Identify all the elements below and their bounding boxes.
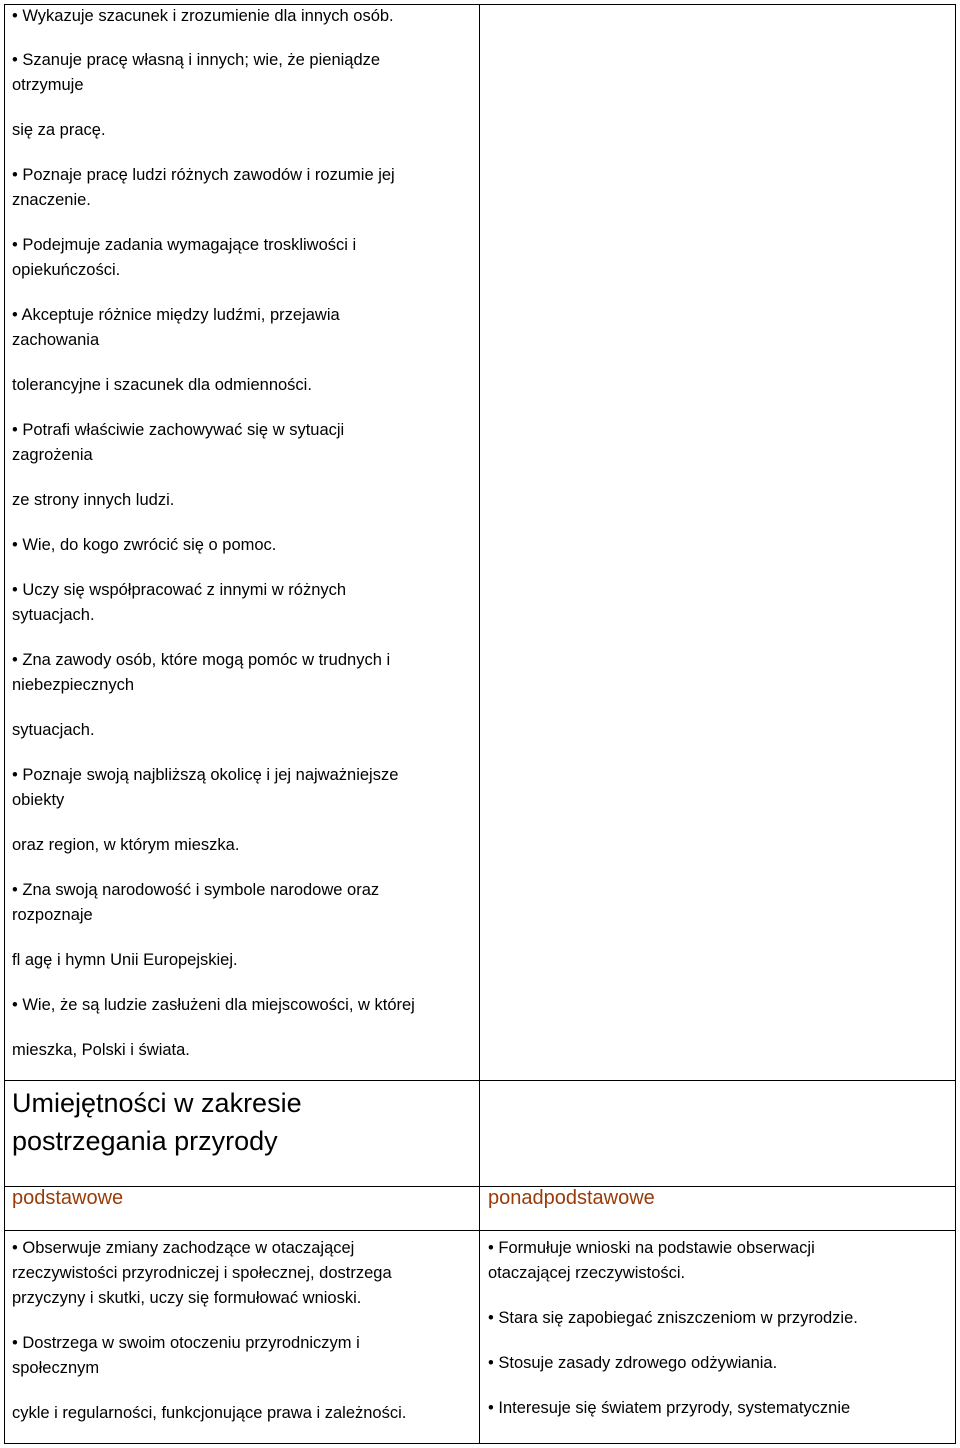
skill-line: • Poznaje swoją najbliższą okolicę i jej najważniejsze bbox=[12, 766, 399, 784]
skill-line: • Zna swoją narodowość i symbole narodowe oraz bbox=[12, 881, 380, 899]
skill-line: sytuacjach. bbox=[12, 721, 95, 739]
basic-skill-line: rzeczywistości przyrodniczej i społecznej, dostrzega bbox=[12, 1264, 392, 1282]
skill-line: • Wykazuje szacunek i zrozumienie dla innych osób. bbox=[12, 7, 394, 25]
row-divider-3 bbox=[4, 1230, 956, 1231]
section-heading-line1: Umiejętności w zakresie bbox=[12, 1088, 302, 1118]
skill-line: sytuacjach. bbox=[12, 606, 95, 624]
basic-skill-line: • Obserwuje zmiany zachodzące w otaczającej bbox=[12, 1239, 355, 1257]
skill-line: • Zna zawody osób, które mogą pomóc w trudnych i bbox=[12, 651, 391, 669]
skill-line: ze strony innych ludzi. bbox=[12, 491, 175, 509]
skill-line: zagrożenia bbox=[12, 446, 93, 464]
skill-line: tolerancyjne i szacunek dla odmienności. bbox=[12, 376, 312, 394]
advanced-skill-line: • Stosuje zasady zdrowego odżywiania. bbox=[488, 1354, 778, 1372]
basic-skill-line: społecznym bbox=[12, 1359, 100, 1377]
skill-line: otrzymuje bbox=[12, 76, 84, 94]
level-label-advanced: ponadpodstawowe bbox=[488, 1187, 655, 1209]
skill-line: niebezpiecznych bbox=[12, 676, 134, 694]
skill-line: fl agę i hymn Unii Europejskiej. bbox=[12, 951, 238, 969]
table-border-bottom bbox=[4, 1443, 956, 1444]
column-divider bbox=[479, 4, 480, 1444]
skill-line: • Potrafi właściwie zachowywać się w sytuacji bbox=[12, 421, 345, 439]
basic-skill-line: przyczyny i skutki, uczy się formułować wnioski. bbox=[12, 1289, 362, 1307]
skill-line: mieszka, Polski i świata. bbox=[12, 1041, 190, 1059]
skill-line: się za pracę. bbox=[12, 121, 106, 139]
skill-line: opiekuńczości. bbox=[12, 261, 121, 279]
skill-line: • Poznaje pracę ludzi różnych zawodów i rozumie jej bbox=[12, 166, 395, 184]
table-border-right bbox=[955, 4, 956, 1444]
advanced-skill-line: • Stara się zapobiegać zniszczeniom w przyrodzie. bbox=[488, 1309, 858, 1327]
skill-line: oraz region, w którym mieszka. bbox=[12, 836, 240, 854]
advanced-skill-line: • Interesuje się światem przyrody, systematycznie bbox=[488, 1399, 851, 1417]
table-border-left bbox=[4, 4, 5, 1444]
skill-line: znaczenie. bbox=[12, 191, 91, 209]
row-divider-2 bbox=[4, 1186, 956, 1187]
skill-line: • Wie, do kogo zwrócić się o pomoc. bbox=[12, 536, 277, 554]
skill-line: • Akceptuje różnice między ludźmi, przejawia bbox=[12, 306, 340, 324]
level-label-basic: podstawowe bbox=[12, 1187, 124, 1209]
advanced-skill-line: otaczającej rzeczywistości. bbox=[488, 1264, 686, 1282]
skill-line: rozpoznaje bbox=[12, 906, 93, 924]
basic-skill-line: • Dostrzega w swoim otoczeniu przyrodniczym i bbox=[12, 1334, 360, 1352]
skill-line: • Wie, że są ludzie zasłużeni dla miejscowości, w której bbox=[12, 996, 415, 1014]
skill-line: obiekty bbox=[12, 791, 65, 809]
row-divider-1 bbox=[4, 1080, 956, 1081]
table-grid bbox=[4, 4, 956, 1444]
section-heading-line2: postrzegania przyrody bbox=[12, 1126, 278, 1156]
basic-skill-line: cykle i regularności, funkcjonujące prawa i zależności. bbox=[12, 1404, 407, 1422]
skill-line: • Szanuje pracę własną i innych; wie, że pieniądze bbox=[12, 51, 381, 69]
skill-line: • Podejmuje zadania wymagające troskliwości i bbox=[12, 236, 357, 254]
skill-line: zachowania bbox=[12, 331, 100, 349]
advanced-skill-line: • Formułuje wnioski na podstawie obserwacji bbox=[488, 1239, 815, 1257]
skill-line: • Uczy się współpracować z innymi w różnych bbox=[12, 581, 347, 599]
